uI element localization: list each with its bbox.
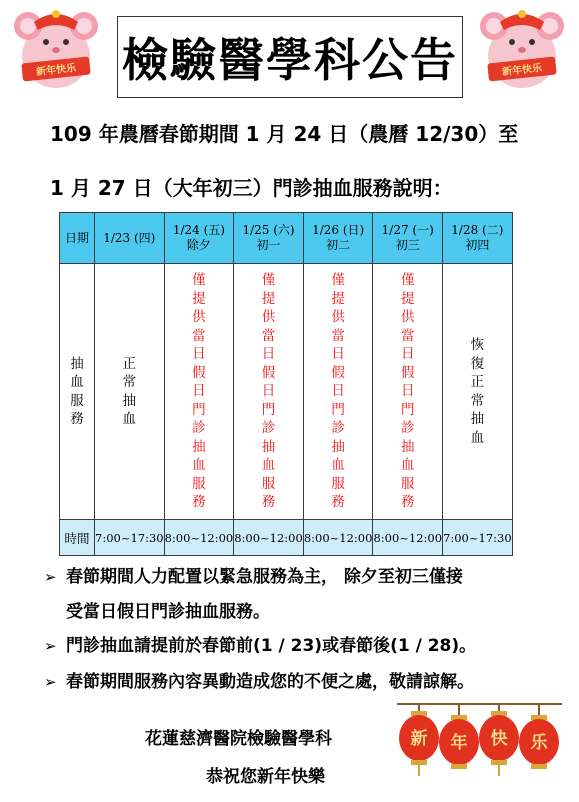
service-cell: 僅提供當日假日門診抽血服務: [164, 264, 234, 520]
new-year-lanterns: [397, 700, 562, 780]
new-year-mouse-mascot-right: [476, 8, 568, 94]
date-label-cell: 日期: [60, 213, 95, 264]
date-cell: 1/25 (六) 初一: [234, 213, 304, 264]
date-cell: 1/27 (一) 初三: [373, 213, 443, 264]
lantern-icon: [479, 704, 519, 776]
svg-text:快: 快: [490, 729, 508, 749]
table-service-row: [60, 264, 513, 520]
service-cell: 僅提供當日假日門診抽血服務: [234, 264, 304, 520]
arrow-bullet-icon: ➢: [44, 673, 57, 691]
svg-text:年: 年: [450, 733, 468, 753]
date-cell: 1/26 (日) 初二: [303, 213, 373, 264]
hours-cell: 8:00~12:00: [373, 520, 443, 556]
lantern-icon: [399, 704, 439, 776]
new-year-mouse-mascot-left: [10, 8, 102, 94]
note-2: ➢ 門診抽血請提前於春節前(1 / 23)或春節後(1 / 28)。: [44, 636, 477, 656]
service-cell: 恢復正常抽血: [443, 264, 513, 520]
department-signature: 花蓮慈濟醫院檢驗醫學科: [145, 729, 332, 749]
date-cell: 1/23 (四): [95, 213, 165, 264]
arrow-bullet-icon: ➢: [44, 568, 57, 586]
svg-text:新年快乐: 新年快乐: [35, 62, 77, 79]
svg-text:乐: 乐: [530, 733, 548, 753]
date-cell: 1/24 (五) 除夕: [164, 213, 234, 264]
table-time-row: [60, 520, 513, 556]
service-cell: 正常抽血: [95, 264, 165, 520]
blood-draw-schedule-table: [59, 212, 513, 556]
arrow-bullet-icon: ➢: [44, 637, 57, 655]
lantern-icon: [519, 704, 559, 769]
service-cell: 僅提供當日假日門診抽血服務: [373, 264, 443, 520]
hours-cell: 8:00~12:00: [303, 520, 373, 556]
note-1-continued: 受當日假日門診抽血服務。: [66, 602, 270, 622]
note-3: ➢ 春節期間服務內容異動造成您的不便之處，敬請諒解。: [44, 672, 474, 692]
date-cell: 1/28 (二) 初四: [443, 213, 513, 264]
intro-line-2: 1 月 27 日（大年初三）門診抽血服務說明：: [50, 176, 453, 200]
new-year-greeting: 恭祝您新年快樂: [206, 767, 325, 787]
service-cell: 僅提供當日假日門診抽血服務: [303, 264, 373, 520]
page-title: 檢驗醫學科公告: [122, 33, 458, 87]
intro-line-1: 109 年農曆春節期間 1 月 24 日（農曆 12/30）至: [50, 122, 519, 146]
svg-text:新: 新: [410, 729, 428, 749]
svg-text:新年快乐: 新年快乐: [501, 62, 543, 79]
lantern-icon: [439, 704, 479, 769]
table-header-row: [60, 213, 513, 264]
hours-cell: 8:00~12:00: [164, 520, 234, 556]
note-1: ➢ 春節期間人力配置以緊急服務為主， 除夕至初三僅接: [44, 567, 463, 587]
time-label-cell: 時間: [60, 520, 95, 556]
hours-cell: 7:00~17:30: [95, 520, 165, 556]
hours-cell: 8:00~12:00: [234, 520, 304, 556]
service-label-cell: 抽血服務: [60, 264, 95, 520]
hours-cell: 7:00~17:30: [443, 520, 513, 556]
title-box: [117, 16, 463, 98]
